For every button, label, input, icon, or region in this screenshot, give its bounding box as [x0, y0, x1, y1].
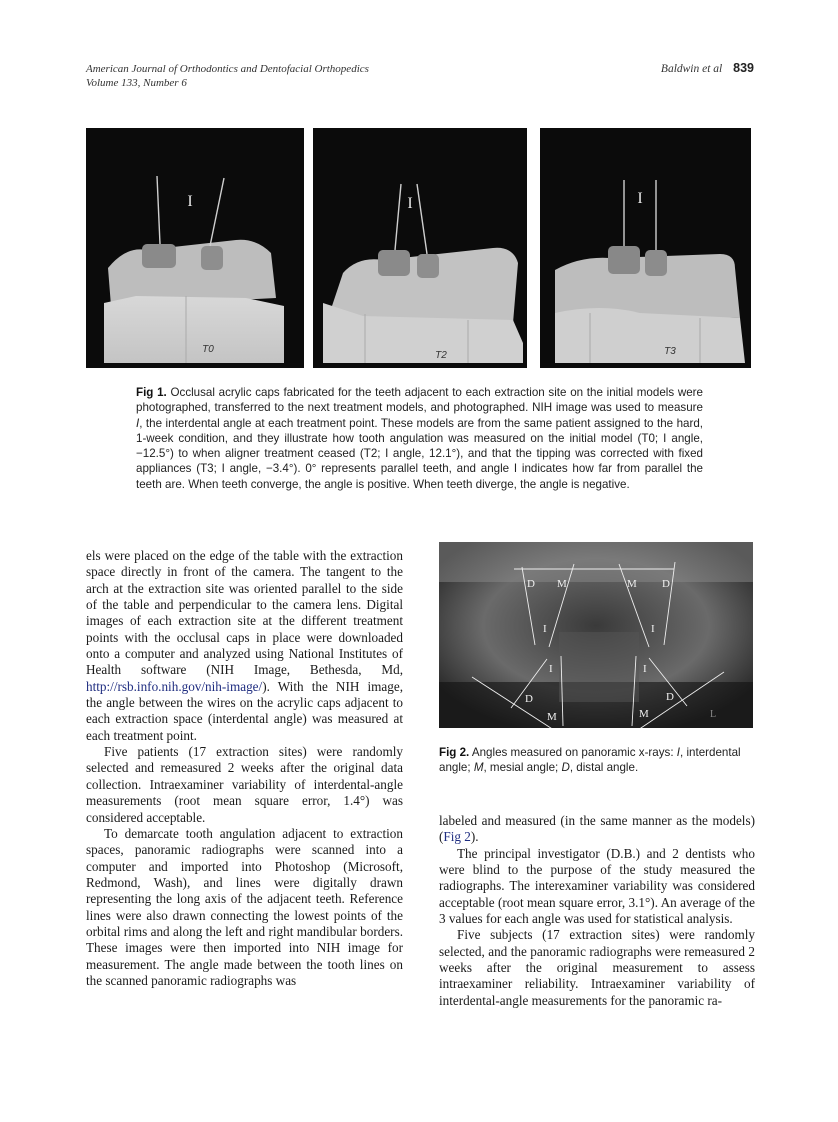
svg-text:M: M	[557, 578, 567, 590]
dental-model-t3-image	[540, 128, 751, 368]
journal-title: American Journal of Orthodontics and Dentofacial Orthopedics	[86, 63, 369, 75]
svg-text:I: I	[643, 663, 647, 675]
svg-text:I: I	[543, 623, 547, 635]
paragraph: labeled and measured (in the same manner as the models) (Fig 2).	[439, 813, 755, 845]
svg-text:I: I	[637, 190, 643, 207]
running-header-page	[661, 61, 754, 75]
running-header-journal	[86, 62, 369, 90]
panoramic-xray-image	[439, 542, 753, 728]
paragraph: The principal investigator (D.B.) and 2 dentists who were blind to the purpose of the study measured the radiographs. The interexaminer variability was considered acceptable (root mean square error, 3.1°). An average of the 3 values for each angle was used for statistical analysis.	[439, 845, 755, 927]
nih-image-link[interactable]: http://rsb.info.nih.gov/nih-image/	[86, 678, 263, 694]
authors: Baldwin et al	[660, 63, 723, 75]
figure2-panoramic-xray	[439, 542, 753, 728]
figure1-photo-t3	[540, 128, 751, 368]
svg-text:L: L	[710, 709, 717, 720]
svg-text:D: D	[527, 578, 535, 590]
paragraph: Five subjects (17 extraction sites) were randomly selected, and the panoramic radiographs were remeasured 2 weeks after the original measurement to assess intraexaminer reliability. Intraexaminer variability of interdental-angle measurements for the panoramic ra-	[439, 927, 755, 1008]
dental-model-t2-image	[313, 128, 527, 368]
figure1-caption: Fig 1. Occlusal acrylic caps fabricated for the teeth adjacent to each extraction site on the initial models were photographed, transferred to the next treatment models, and photographed. NIH image was used to measure I, the interdental angle at each treatment point. These models are from the same patient assigned to the hard, 1-week condition, and they illustrate how tooth angulation was measured on the initial model (T0; I angle, −12.5°) to when aligner treatment ceased (T2; I angle, 12.1°), and that the tipping was corrected with fixed appliances (T3; I angle, −3.4°). 0° represents parallel teeth, and angle I indicates how far from parallel the teeth are. When teeth converge, the angle is positive. When teeth diverge, the angle is negative.	[136, 386, 703, 491]
journal-volume: Volume 133, Number 6	[86, 77, 187, 89]
svg-text:D: D	[525, 693, 533, 705]
figure1-label: Fig 1.	[136, 386, 167, 399]
paragraph: To demarcate tooth angulation adjacent to extraction spaces, panoramic radiographs were scanned into a computer and imported into Photoshop (Microsoft, Redmond, Wash), and lines were digitally drawn representing the long axis of the adjacent teeth. Reference lines were also drawn connecting the lowest points of the orbital rims and along the left and right mandibular borders. These images were then imported into NIH image for measurement. The angle made between the tooth lines on the scanned panoramic radiographs was	[86, 825, 403, 988]
svg-text:D: D	[662, 578, 670, 590]
figure1-photo-t2	[313, 128, 527, 368]
body-right-column	[439, 813, 755, 1009]
svg-text:T3: T3	[664, 346, 676, 357]
paragraph: els were placed on the edge of the table with the extraction space directly in front of the camera. The tangent to the arch at the extraction site was oriented parallel to the side of the table and perpendicular to the camera lens. Digital images of each extraction site at the different treatment points with the occlusal caps in place were downloaded onto a computer and analyzed using National Institutes of Health software (NIH Image, Bethesda, Md, http://rsb.info.nih.gov/nih-image/). With the NIH image, the angle between the wires on the acrylic caps adjacent to each extraction space (interdental angle) was measured at each treatment point.	[86, 548, 403, 743]
figure1-photo-t0	[86, 128, 304, 368]
svg-text:M: M	[547, 711, 557, 723]
svg-text:I: I	[549, 663, 553, 675]
svg-text:I: I	[651, 623, 655, 635]
svg-text:I: I	[407, 195, 413, 212]
fig2-reference-link[interactable]: Fig 2	[443, 829, 471, 845]
svg-text:I: I	[187, 193, 193, 210]
page-number: 839	[733, 61, 754, 75]
figure2-label: Fig 2.	[439, 746, 470, 759]
svg-text:T2: T2	[435, 350, 447, 361]
dental-model-t0-image	[86, 128, 304, 368]
svg-text:D: D	[666, 691, 674, 703]
figure2-caption: Fig 2. Angles measured on panoramic x-rays: I, interdental angle; M, mesial angle; D, distal angle.	[439, 746, 741, 775]
svg-text:T0: T0	[202, 344, 214, 355]
svg-text:M: M	[639, 708, 649, 720]
svg-text:M: M	[627, 578, 637, 590]
body-left-column	[86, 548, 403, 989]
paragraph: Five patients (17 extraction sites) were randomly selected and remeasured 2 weeks after the original data collection. Intraexaminer variability of interdental-angle measurements (root mean square error, 1.4°) was considered acceptable.	[86, 744, 403, 825]
